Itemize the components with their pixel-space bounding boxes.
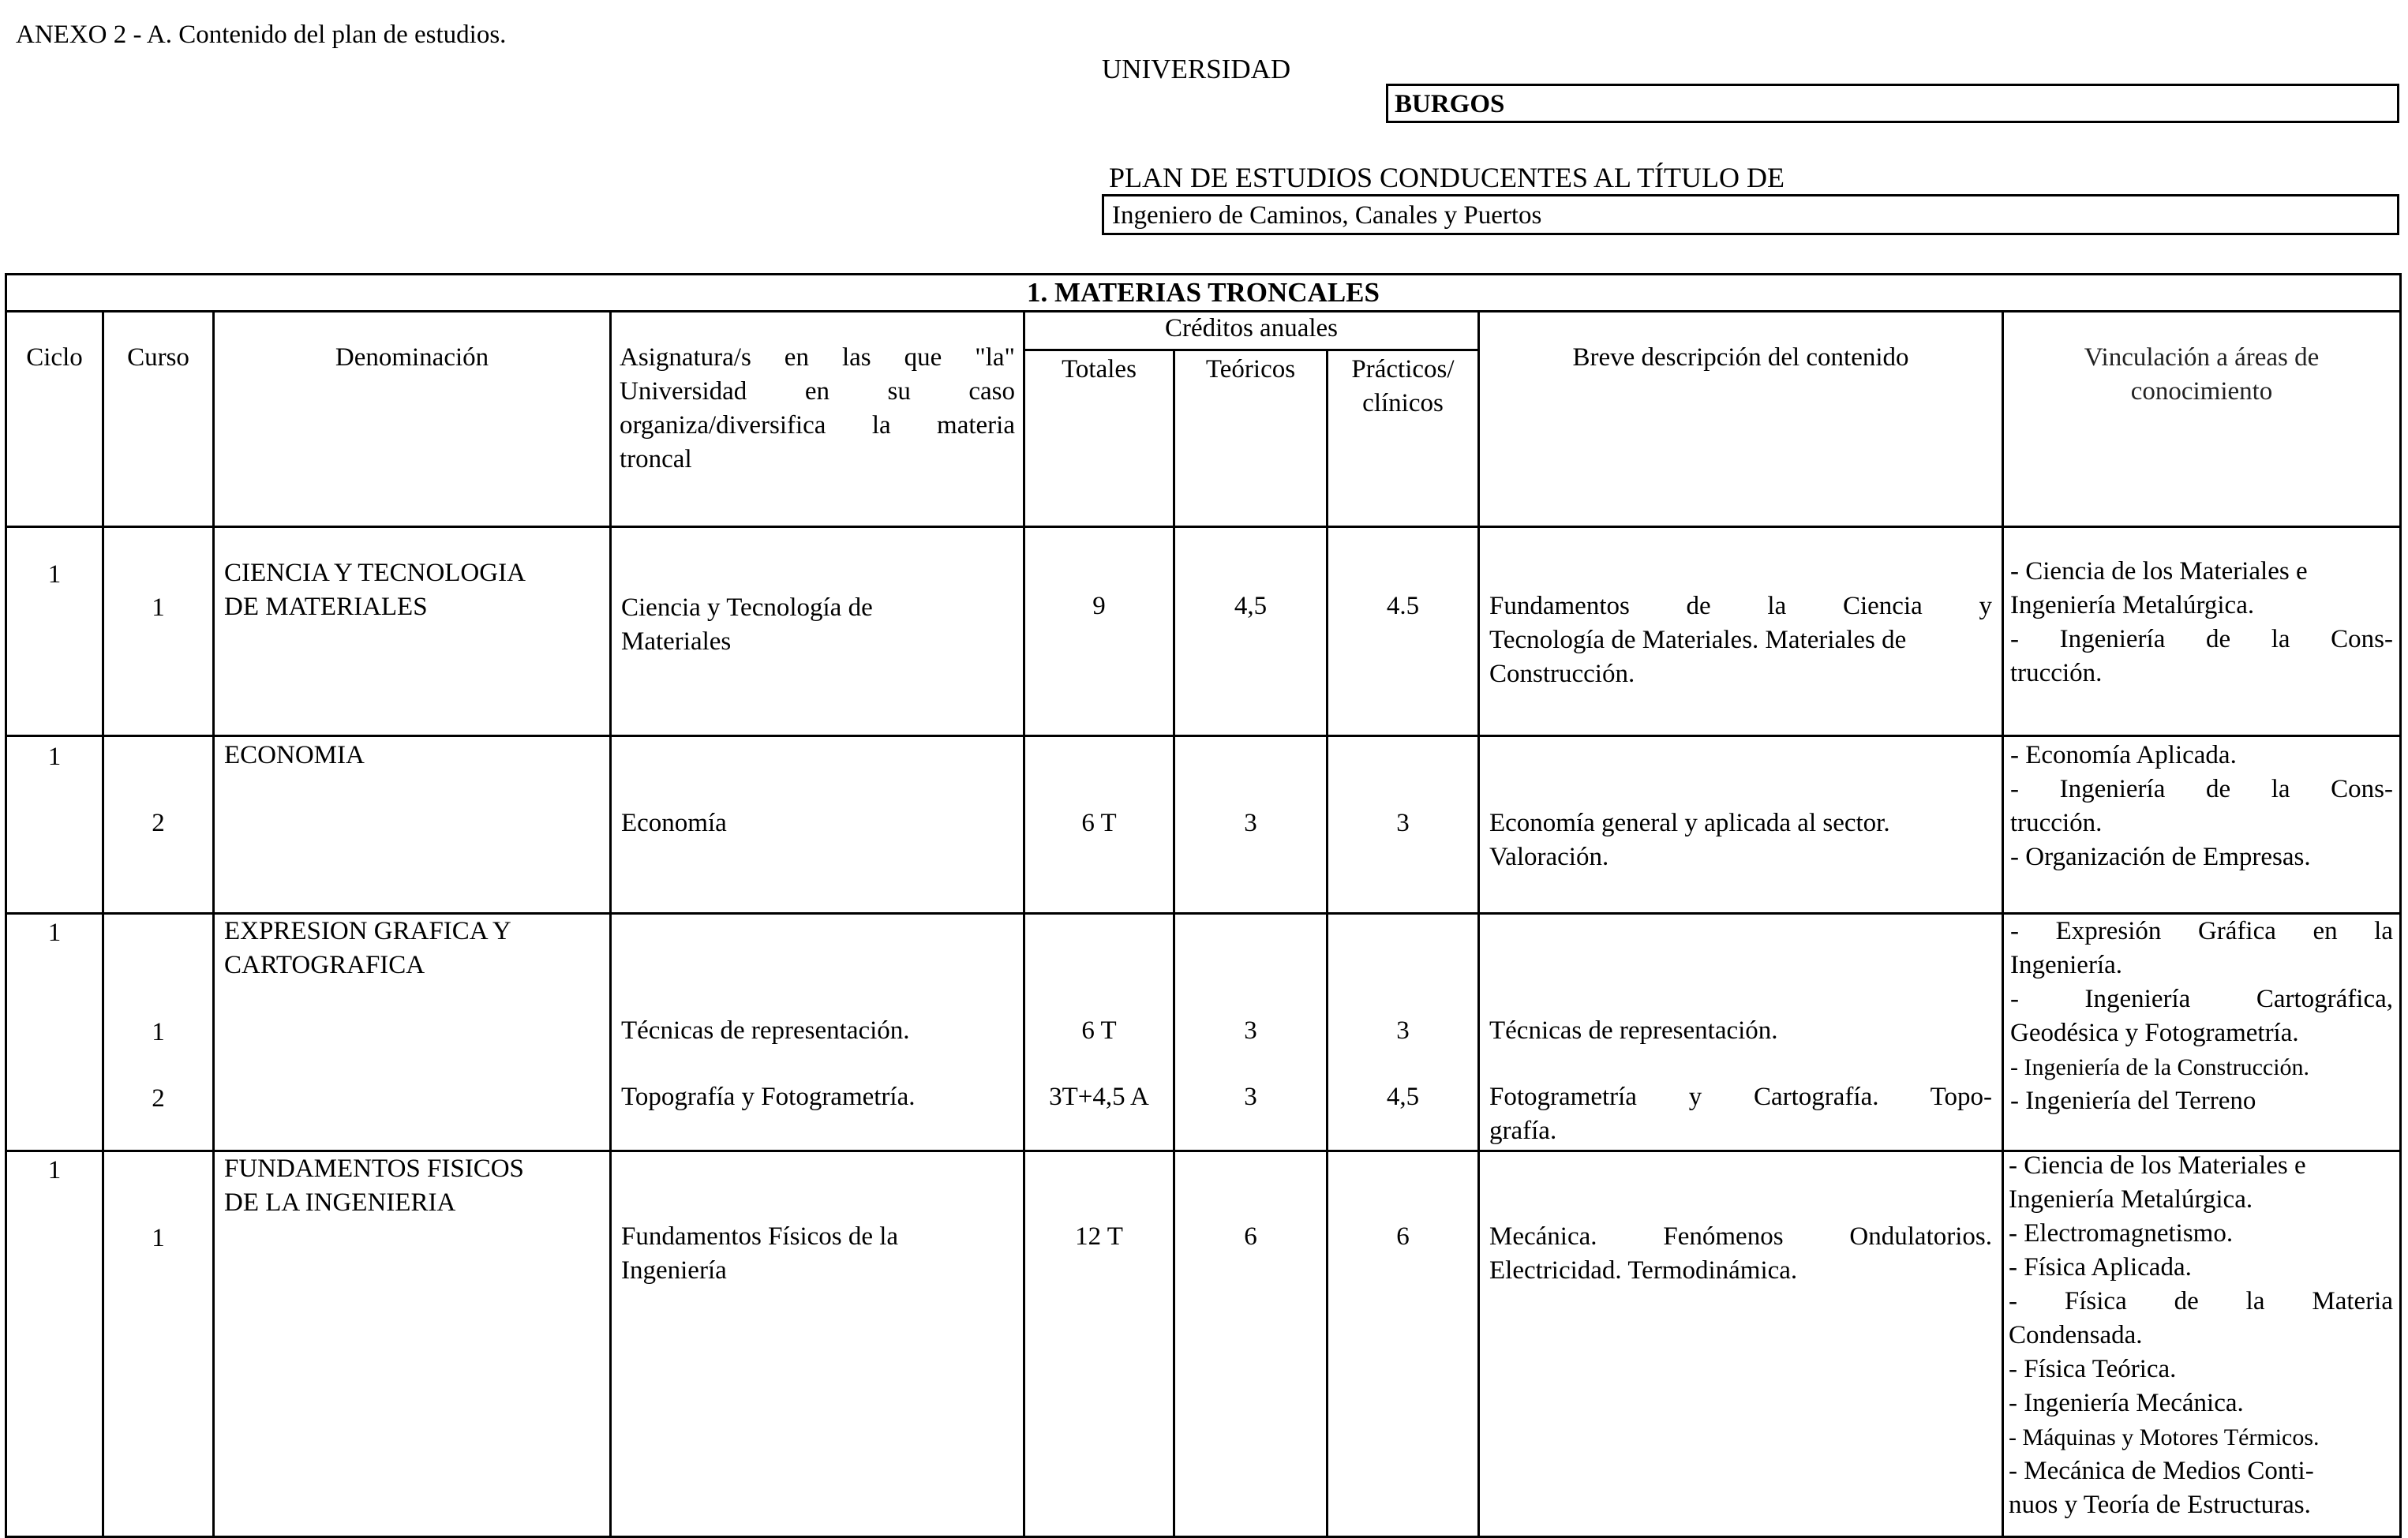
col-header-descripcion: Breve descripción del contenido bbox=[1479, 312, 2003, 527]
col-header-practicos: Prácticos/ clínicos bbox=[1328, 350, 1479, 526]
table-row bbox=[6, 527, 2401, 736]
asignatura-cell: Fundamentos Físicos de la Ingeniería bbox=[611, 1151, 1024, 1537]
vinculacion-cell: - Ciencia de los Materiales e Ingeniería Metalúrgica. - Electromagnetismo. - Física Aplicada. - Física de la Materia Condensada. - Física Teórica. - Ingeniería Mecánica. - Máquinas y Motores Térmicos. - Mecánica de Medios Conti- nuos y Teoría de Estructuras. bbox=[2003, 1151, 2401, 1537]
vinculacion-cell: - Expresión Gráfica en la Ingeniería. - Ingeniería Cartográfica, Geodésica y Fotogrametría. - Ingeniería de la Construcción. - Ingeniería del Terreno bbox=[2003, 914, 2401, 1151]
asignatura-cell: Técnicas de representación. Topografía y Fotogrametría. bbox=[611, 914, 1024, 1151]
col-header-creditos: Créditos anuales bbox=[1024, 312, 1479, 350]
practicos-cell: 4.5 bbox=[1328, 527, 1479, 736]
ciclo-cell: 1 bbox=[6, 1151, 103, 1537]
vinculacion-cell: - Economía Aplicada. - Ingeniería de la Cons- trucción. - Organización de Empresas. bbox=[2003, 736, 2401, 914]
practicos-cell: 6 bbox=[1328, 1151, 1479, 1537]
curso-cell: 1 bbox=[103, 527, 214, 736]
descripcion-cell: Técnicas de representación. Fotogrametría y Cartografía. Topo- grafía. bbox=[1479, 914, 2003, 1151]
annex-title: ANEXO 2 - A. Contenido del plan de estudios. bbox=[16, 21, 507, 49]
table-row bbox=[6, 914, 2401, 1151]
totales-cell: 6 T 3T+4,5 A bbox=[1024, 914, 1174, 1151]
col-header-curso: Curso bbox=[103, 312, 214, 527]
ciclo-cell: 1 bbox=[6, 527, 103, 736]
totales-cell: 6 T bbox=[1024, 736, 1174, 914]
plan-value: Ingeniero de Caminos, Canales y Puertos bbox=[1102, 194, 2399, 235]
col-header-ciclo: Ciclo bbox=[6, 312, 103, 527]
asignatura-header-line-2: Universidad en su caso bbox=[620, 377, 1015, 406]
denominacion-cell: CIENCIA Y TECNOLOGIA DE MATERIALES bbox=[214, 527, 611, 736]
universidad-value: BURGOS bbox=[1386, 84, 2399, 123]
col-header-teoricos: Teóricos bbox=[1174, 350, 1328, 526]
col-header-vinculacion: Vinculación a áreas de conocimiento bbox=[2003, 312, 2401, 527]
curso-cell: 1 bbox=[103, 1151, 214, 1537]
ciclo-cell: 1 bbox=[6, 736, 103, 914]
descripcion-cell: Economía general y aplicada al sector. Valoración. bbox=[1479, 736, 2003, 914]
teoricos-cell: 4,5 bbox=[1174, 527, 1328, 736]
section-title: 1. MATERIAS TRONCALES bbox=[6, 275, 2401, 312]
teoricos-cell: 6 bbox=[1174, 1151, 1328, 1537]
descripcion-cell: Mecánica. Fenómenos Ondulatorios. Electricidad. Termodinámica. bbox=[1479, 1151, 2003, 1537]
asignatura-header-line-4: troncal bbox=[620, 445, 692, 473]
curso-cell: 1 2 bbox=[103, 914, 214, 1151]
col-header-denominacion: Denominación bbox=[214, 312, 611, 527]
col-header-totales: Totales bbox=[1024, 350, 1174, 526]
ciclo-cell: 1 bbox=[6, 914, 103, 1151]
totales-cell: 9 bbox=[1024, 527, 1174, 736]
denominacion-cell: ECONOMIA bbox=[214, 736, 611, 914]
curso-cell: 2 bbox=[103, 736, 214, 914]
table-row bbox=[6, 1151, 2401, 1537]
asignatura-cell: Economía bbox=[611, 736, 1024, 914]
universidad-label: UNIVERSIDAD bbox=[1102, 54, 1291, 84]
materias-troncales-table bbox=[5, 273, 2402, 1538]
plan-label: PLAN DE ESTUDIOS CONDUCENTES AL TÍTULO DE bbox=[1109, 162, 1784, 193]
practicos-cell: 3 4,5 bbox=[1328, 914, 1479, 1151]
asignatura-header-line-1: Asignatura/s en las que "la" bbox=[620, 343, 1015, 372]
denominacion-cell: FUNDAMENTOS FISICOS DE LA INGENIERIA bbox=[214, 1151, 611, 1537]
practicos-cell: 3 bbox=[1328, 736, 1479, 914]
denominacion-cell: EXPRESION GRAFICA Y CARTOGRAFICA bbox=[214, 914, 611, 1151]
col-header-asignatura bbox=[611, 312, 1024, 527]
table-row bbox=[6, 736, 2401, 914]
descripcion-cell: Fundamentos de la Ciencia y Tecnología de Materiales. Materiales de Construcción. bbox=[1479, 527, 2003, 736]
asignatura-cell: Ciencia y Tecnología de Materiales bbox=[611, 527, 1024, 736]
teoricos-cell: 3 3 bbox=[1174, 914, 1328, 1151]
asignatura-header-line-3: organiza/diversifica la materia bbox=[620, 411, 1015, 440]
totales-cell: 12 T bbox=[1024, 1151, 1174, 1537]
teoricos-cell: 3 bbox=[1174, 736, 1328, 914]
vinculacion-cell: - Ciencia de los Materiales e Ingeniería Metalúrgica. - Ingeniería de la Cons- trucción. bbox=[2003, 527, 2401, 736]
